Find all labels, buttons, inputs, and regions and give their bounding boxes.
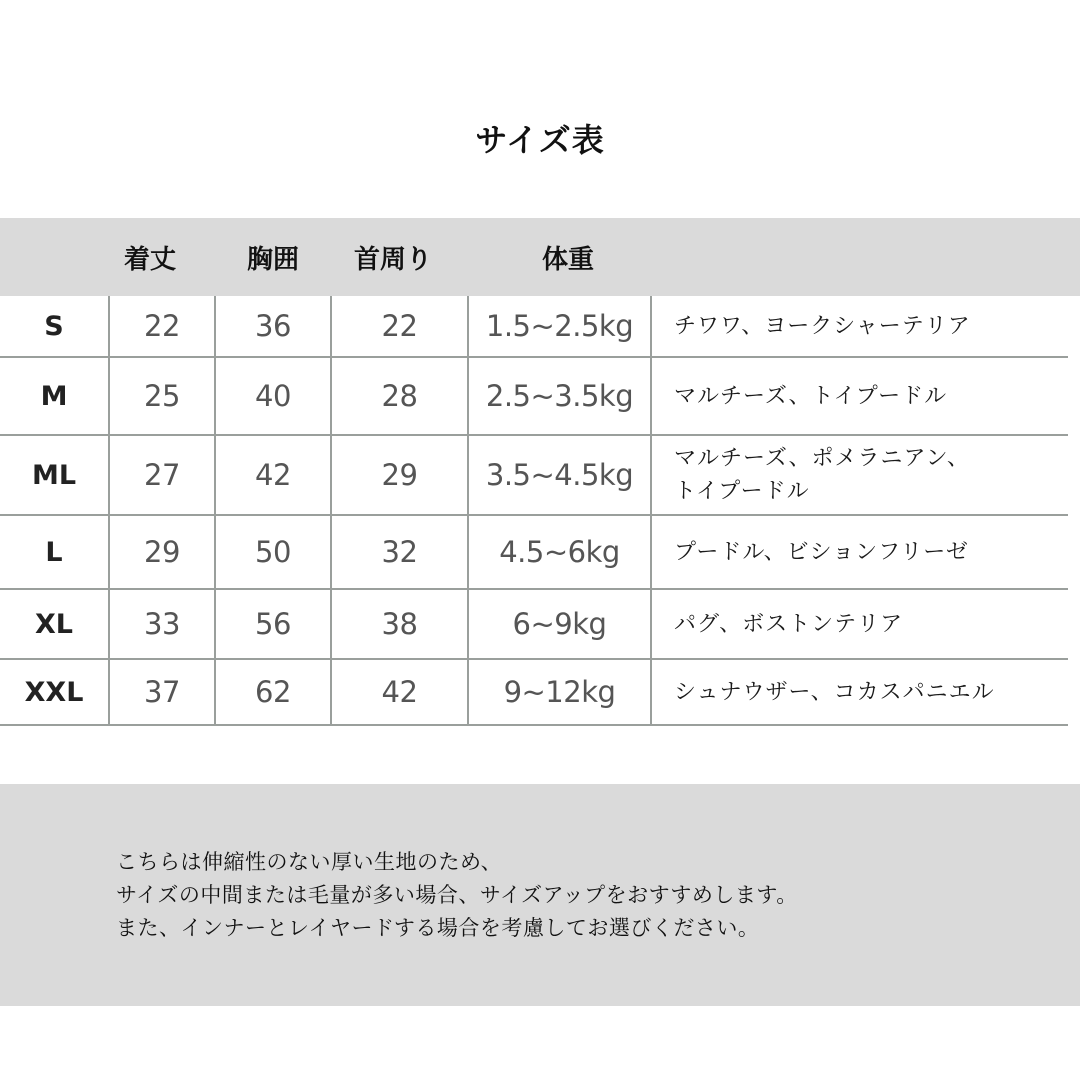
length-value: 22 <box>144 309 180 343</box>
weight-value: 3.5~4.5kg <box>485 458 634 492</box>
header-weight: 体重 <box>541 245 594 275</box>
note-line: サイズの中間または毛量が多い場合、サイズアップをおすすめします。 <box>116 883 798 907</box>
size-label: XL <box>34 608 74 640</box>
chest-value: 42 <box>255 458 291 492</box>
header-chest: 胸囲 <box>246 245 299 275</box>
size-label: L <box>45 536 63 568</box>
header-length: 着丈 <box>123 245 176 275</box>
breeds-text: チワワ、ヨークシャーテリア <box>674 313 971 339</box>
table-row <box>0 590 1068 660</box>
neck-value: 29 <box>381 458 418 492</box>
chest-value: 56 <box>255 607 291 641</box>
note-line: また、インナーとレイヤードする場合を考慮してお選びください。 <box>116 916 760 940</box>
neck-value: 22 <box>381 309 418 343</box>
chest-value: 50 <box>255 535 291 569</box>
weight-value: 2.5~3.5kg <box>485 379 634 413</box>
weight-value: 6~9kg <box>512 607 607 641</box>
length-value: 37 <box>144 675 180 709</box>
chest-value: 36 <box>255 309 291 343</box>
page-title: サイズ表 <box>475 121 605 159</box>
weight-value: 1.5~2.5kg <box>485 309 634 343</box>
table-row <box>0 358 1068 436</box>
chest-value: 62 <box>255 675 291 709</box>
table-row <box>0 516 1068 590</box>
table-row <box>0 436 1068 516</box>
length-value: 27 <box>144 458 180 492</box>
weight-value: 4.5~6kg <box>499 535 620 569</box>
table-row <box>0 296 1068 358</box>
length-value: 33 <box>144 607 180 641</box>
size-label: S <box>44 310 64 342</box>
neck-value: 32 <box>381 535 418 569</box>
length-value: 25 <box>144 379 180 413</box>
chest-value: 40 <box>255 379 291 413</box>
weight-value: 9~12kg <box>503 675 616 709</box>
size-label: XXL <box>24 676 84 708</box>
table-header <box>0 218 1080 296</box>
table-row <box>0 660 1068 726</box>
breeds-text: マルチーズ、トイプードル <box>674 383 948 409</box>
size-label: ML <box>31 459 77 491</box>
breeds-text: マルチーズ、ポメラニアン、 トイプードル <box>674 446 970 504</box>
breeds-text: パグ、ボストンテリア <box>674 611 904 637</box>
length-value: 29 <box>144 535 180 569</box>
note-line: こちらは伸縮性のない厚い生地のため、 <box>116 850 503 874</box>
breeds-text: シュナウザー、コカスパニエル <box>674 679 995 705</box>
neck-value: 28 <box>381 379 418 413</box>
breeds-text: プードル、ビションフリーゼ <box>674 539 969 565</box>
note-text <box>116 846 1016 945</box>
neck-value: 38 <box>381 607 418 641</box>
header-neck: 首周り <box>353 245 432 275</box>
neck-value: 42 <box>381 675 418 709</box>
size-label: M <box>40 380 68 412</box>
